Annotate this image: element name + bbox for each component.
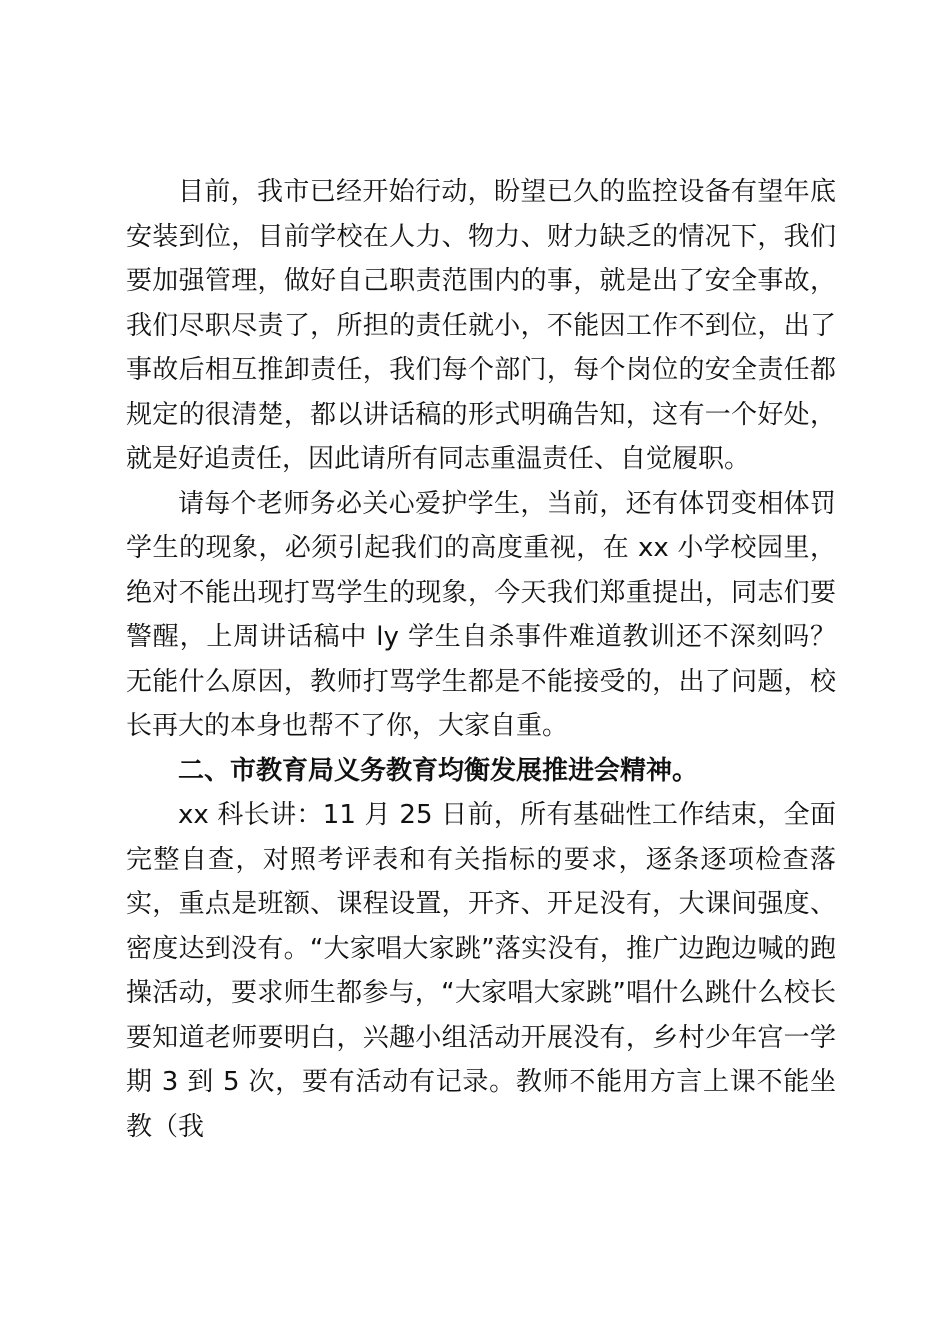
paragraph-section-details: xx 科长讲：11 月 25 日前，所有基础性工作结束，全面完整自查，对照考评表和有关指标的要求，逐条逐项检查落实，重点是班额、课程设置，开齐、开足没有，大课间强度、密度达到没有。“大家唱大家跳”落实没有，推广边跑边喊的跑操活动，要求师生都参与，“大家唱大家跳”唱什么跳什么校长要知道老师要明白，兴趣小组活动开展没有，乡村少年宫一学期 3 到 5 次，要有活动有记录。教师不能用方言上课不能坐教（我 <box>126 800 836 1142</box>
section-heading: 二、市教育局义务教育均衡发展推进会精神。 <box>178 755 699 786</box>
document-body <box>126 170 836 1149</box>
paragraph-monitoring-equipment: 目前，我市已经开始行动，盼望已久的监控设备有望年底安装到位，目前学校在人力、物力、财力缺乏的情况下，我们要加强管理，做好自己职责范围内的事，就是出了安全事故，我们尽职尽责了，所担的责任就小，不能因工作不到位，出了事故后相互推卸责任，我们每个部门，每个岗位的安全责任都规定的很清楚，都以讲话稿的形式明确告知，这有一个好处，就是好追责任，因此请所有同志重温责任、自觉履职。 <box>126 177 836 474</box>
paragraph-student-care: 请每个老师务必关心爱护学生，当前，还有体罚变相体罚学生的现象，必须引起我们的高度重视，在 xx 小学校园里，绝对不能出现打骂学生的现象，今天我们郑重提出，同志们要警醒，上周讲话稿中 ly 学生自杀事件难道教训还不深刻吗？无能什么原因，教师打骂学生都是不能接受的，出了问题，校长再大的本身也帮不了你，大家自重。 <box>126 488 836 741</box>
